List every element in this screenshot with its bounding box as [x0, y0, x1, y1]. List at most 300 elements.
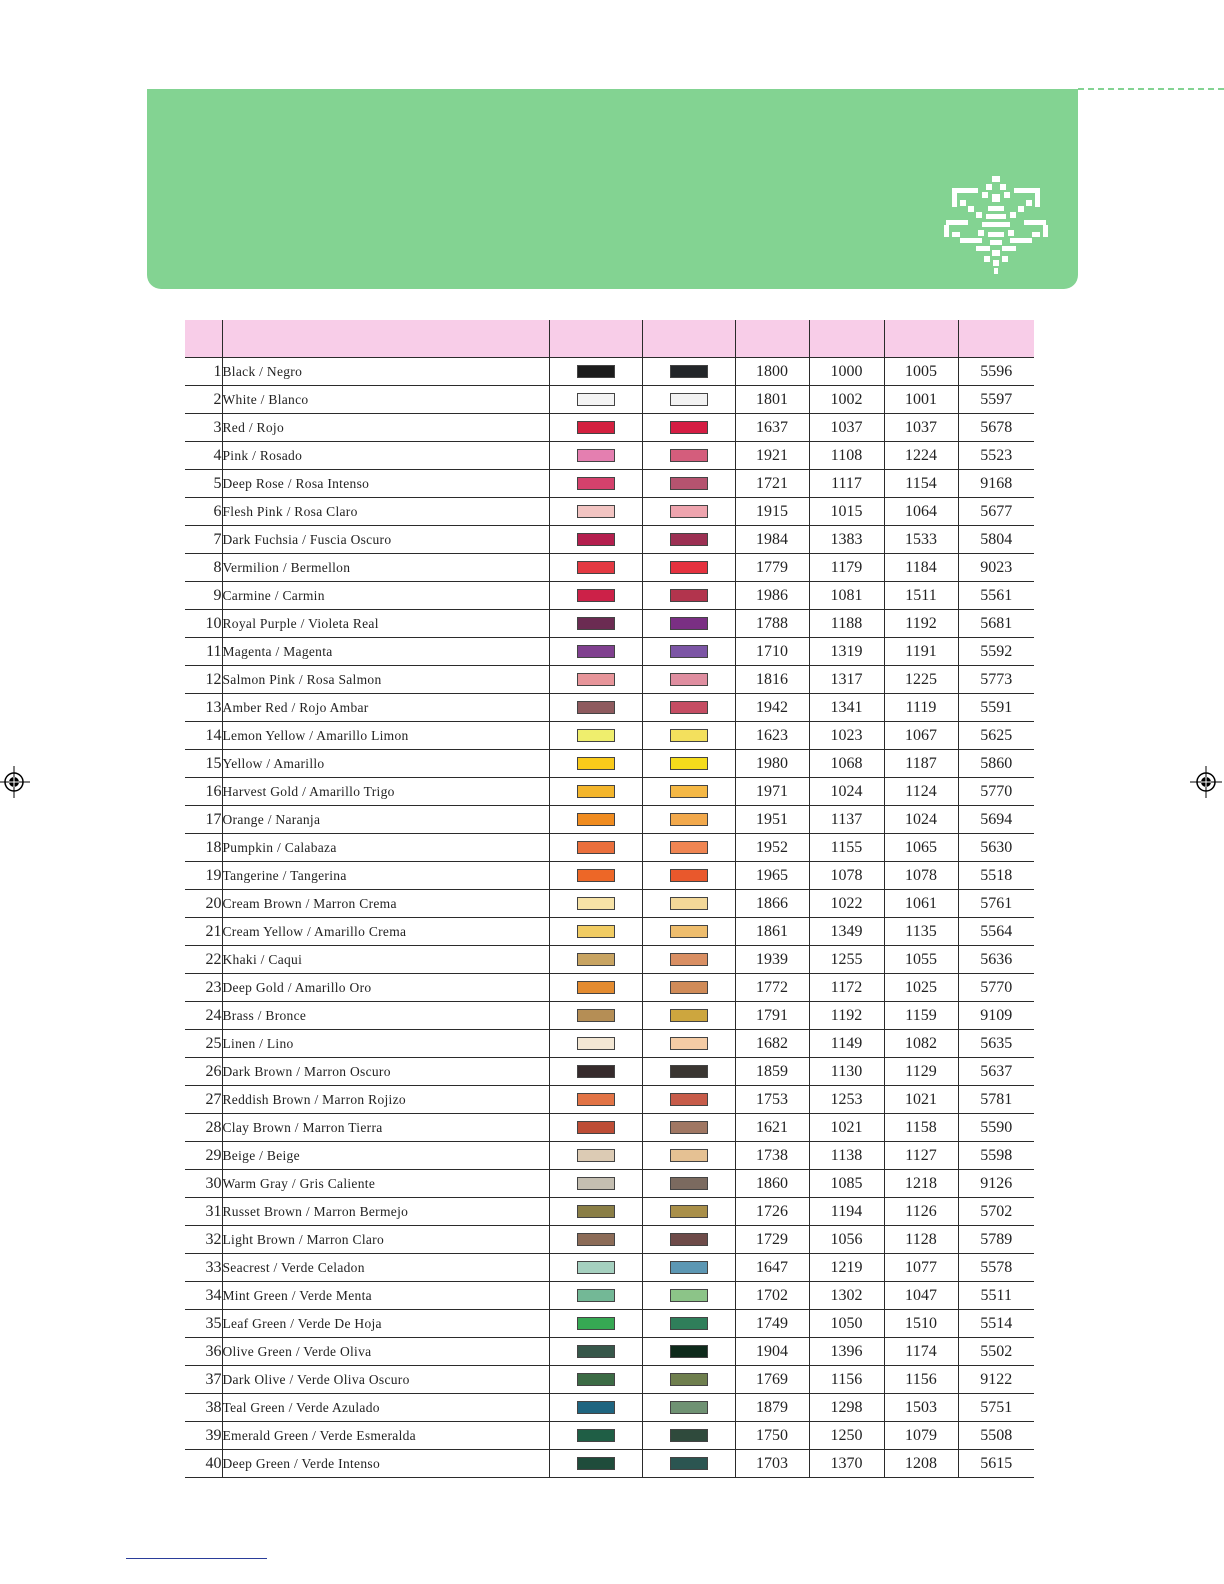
thread-code: 1078	[809, 862, 884, 890]
thread-code: 5564	[958, 918, 1034, 946]
color-swatch	[577, 1037, 615, 1050]
color-name: Leaf Green / Verde De Hoja	[222, 1310, 549, 1338]
color-swatch	[577, 953, 615, 966]
color-swatch	[577, 673, 615, 686]
swatch-cell	[642, 834, 735, 862]
swatch-cell	[549, 386, 642, 414]
color-swatch	[577, 1233, 615, 1246]
thread-code: 5678	[958, 414, 1034, 442]
thread-code: 1079	[884, 1422, 958, 1450]
thread-code: 5596	[958, 358, 1034, 386]
thread-code: 9122	[958, 1366, 1034, 1394]
color-name: Black / Negro	[222, 358, 549, 386]
row-number: 9	[185, 582, 222, 610]
table-row	[185, 722, 1034, 750]
thread-code: 5561	[958, 582, 1034, 610]
color-swatch	[577, 1345, 615, 1358]
swatch-cell	[549, 778, 642, 806]
swatch-cell	[549, 974, 642, 1002]
color-swatch	[670, 533, 708, 546]
color-name: Harvest Gold / Amarillo Trigo	[222, 778, 549, 806]
thread-code: 1729	[735, 1226, 809, 1254]
swatch-cell	[549, 1002, 642, 1030]
color-swatch	[577, 701, 615, 714]
color-name: Deep Gold / Amarillo Oro	[222, 974, 549, 1002]
thread-code: 1253	[809, 1086, 884, 1114]
dashed-guide-line	[1078, 88, 1224, 90]
thread-code: 1024	[884, 806, 958, 834]
column-header	[884, 320, 958, 358]
table-row	[185, 1142, 1034, 1170]
thread-code: 1000	[809, 358, 884, 386]
swatch-cell	[549, 442, 642, 470]
swatch-cell	[549, 918, 642, 946]
thread-code: 1250	[809, 1422, 884, 1450]
thread-code: 1130	[809, 1058, 884, 1086]
thread-code: 1772	[735, 974, 809, 1002]
color-name: Pumpkin / Calabaza	[222, 834, 549, 862]
thread-code: 1800	[735, 358, 809, 386]
thread-code: 1623	[735, 722, 809, 750]
row-number: 22	[185, 946, 222, 974]
swatch-cell	[642, 386, 735, 414]
table-row	[185, 638, 1034, 666]
thread-code: 1769	[735, 1366, 809, 1394]
thread-code: 1986	[735, 582, 809, 610]
color-swatch	[670, 1093, 708, 1106]
color-name: Olive Green / Verde Oliva	[222, 1338, 549, 1366]
thread-code: 5804	[958, 526, 1034, 554]
thread-code: 1064	[884, 498, 958, 526]
swatch-cell	[642, 1002, 735, 1030]
color-swatch	[670, 925, 708, 938]
thread-code: 1816	[735, 666, 809, 694]
table-row	[185, 1450, 1034, 1478]
table-row	[185, 498, 1034, 526]
thread-code: 1024	[809, 778, 884, 806]
thread-code: 1138	[809, 1142, 884, 1170]
color-swatch	[577, 729, 615, 742]
row-number: 39	[185, 1422, 222, 1450]
table-row	[185, 806, 1034, 834]
thread-code: 1184	[884, 554, 958, 582]
table-row	[185, 470, 1034, 498]
swatch-cell	[642, 1086, 735, 1114]
thread-code: 1341	[809, 694, 884, 722]
thread-code: 1128	[884, 1226, 958, 1254]
thread-code: 1750	[735, 1422, 809, 1450]
row-number: 7	[185, 526, 222, 554]
thread-code: 1396	[809, 1338, 884, 1366]
color-name: Dark Brown / Marron Oscuro	[222, 1058, 549, 1086]
color-name: Red / Rojo	[222, 414, 549, 442]
thread-code: 1779	[735, 554, 809, 582]
color-swatch	[577, 1205, 615, 1218]
thread-code: 1317	[809, 666, 884, 694]
swatch-cell	[549, 1058, 642, 1086]
color-name: Mint Green / Verde Menta	[222, 1282, 549, 1310]
swatch-cell	[642, 890, 735, 918]
color-name: Vermilion / Bermellon	[222, 554, 549, 582]
color-swatch	[577, 477, 615, 490]
row-number: 38	[185, 1394, 222, 1422]
color-swatch	[577, 869, 615, 882]
color-swatch	[670, 1373, 708, 1386]
thread-code: 5591	[958, 694, 1034, 722]
thread-code: 1753	[735, 1086, 809, 1114]
swatch-cell	[642, 1310, 735, 1338]
color-name: Salmon Pink / Rosa Salmon	[222, 666, 549, 694]
color-name: Emerald Green / Verde Esmeralda	[222, 1422, 549, 1450]
color-name: Royal Purple / Violeta Real	[222, 610, 549, 638]
thread-code: 1154	[884, 470, 958, 498]
swatch-cell	[549, 1142, 642, 1170]
table-row	[185, 610, 1034, 638]
swatch-cell	[549, 806, 642, 834]
swatch-cell	[549, 666, 642, 694]
swatch-cell	[642, 358, 735, 386]
color-name: Light Brown / Marron Claro	[222, 1226, 549, 1254]
table-header-row	[185, 320, 1034, 358]
swatch-cell	[642, 946, 735, 974]
table-row	[185, 1310, 1034, 1338]
color-name: Beige / Beige	[222, 1142, 549, 1170]
thread-code: 1921	[735, 442, 809, 470]
row-number: 28	[185, 1114, 222, 1142]
thread-code: 1511	[884, 582, 958, 610]
thread-code: 1383	[809, 526, 884, 554]
thread-code: 5761	[958, 890, 1034, 918]
swatch-cell	[642, 806, 735, 834]
thread-code: 1108	[809, 442, 884, 470]
swatch-cell	[549, 1086, 642, 1114]
color-swatch	[577, 897, 615, 910]
thread-code: 1859	[735, 1058, 809, 1086]
thread-code: 1721	[735, 470, 809, 498]
swatch-cell	[549, 1254, 642, 1282]
thread-code: 1904	[735, 1338, 809, 1366]
color-swatch	[577, 1121, 615, 1134]
thread-code: 1510	[884, 1310, 958, 1338]
thread-code: 5598	[958, 1142, 1034, 1170]
table-row	[185, 1198, 1034, 1226]
swatch-cell	[549, 1114, 642, 1142]
swatch-cell	[642, 1030, 735, 1058]
color-name: White / Blanco	[222, 386, 549, 414]
thread-code: 1021	[809, 1114, 884, 1142]
color-swatch	[670, 561, 708, 574]
column-header	[549, 320, 642, 358]
thread-code: 1791	[735, 1002, 809, 1030]
swatch-cell	[642, 1394, 735, 1422]
table-row	[185, 694, 1034, 722]
thread-code: 1319	[809, 638, 884, 666]
row-number: 16	[185, 778, 222, 806]
thread-code: 1192	[809, 1002, 884, 1030]
thread-code: 5860	[958, 750, 1034, 778]
column-header	[185, 320, 222, 358]
swatch-cell	[642, 862, 735, 890]
row-number: 10	[185, 610, 222, 638]
color-swatch	[670, 1261, 708, 1274]
row-number: 4	[185, 442, 222, 470]
thread-code: 1015	[809, 498, 884, 526]
registration-mark-icon	[0, 766, 30, 798]
color-swatch	[670, 505, 708, 518]
color-name: Pink / Rosado	[222, 442, 549, 470]
thread-code: 1172	[809, 974, 884, 1002]
table-row	[185, 1254, 1034, 1282]
thread-code: 1225	[884, 666, 958, 694]
table-row	[185, 442, 1034, 470]
thread-code: 1738	[735, 1142, 809, 1170]
row-number: 14	[185, 722, 222, 750]
thread-code: 5502	[958, 1338, 1034, 1366]
thread-code: 1984	[735, 526, 809, 554]
thread-code: 5615	[958, 1450, 1034, 1478]
swatch-cell	[549, 1282, 642, 1310]
color-swatch	[670, 1149, 708, 1162]
color-name: Dark Fuchsia / Fuscia Oscuro	[222, 526, 549, 554]
row-number: 33	[185, 1254, 222, 1282]
swatch-cell	[642, 442, 735, 470]
color-swatch	[577, 533, 615, 546]
color-swatch	[670, 617, 708, 630]
row-number: 37	[185, 1366, 222, 1394]
color-swatch	[670, 449, 708, 462]
color-swatch	[670, 1037, 708, 1050]
thread-code: 5636	[958, 946, 1034, 974]
swatch-cell	[549, 1310, 642, 1338]
thread-code: 1156	[884, 1366, 958, 1394]
swatch-cell	[642, 554, 735, 582]
row-number: 21	[185, 918, 222, 946]
color-swatch	[577, 981, 615, 994]
table-row	[185, 750, 1034, 778]
table-row	[185, 1394, 1034, 1422]
swatch-cell	[642, 1114, 735, 1142]
thread-code: 1860	[735, 1170, 809, 1198]
thread-code: 1951	[735, 806, 809, 834]
table-row	[185, 1366, 1034, 1394]
row-number: 20	[185, 890, 222, 918]
color-name: Clay Brown / Marron Tierra	[222, 1114, 549, 1142]
color-name: Dark Olive / Verde Oliva Oscuro	[222, 1366, 549, 1394]
thread-code: 5635	[958, 1030, 1034, 1058]
row-number: 8	[185, 554, 222, 582]
swatch-cell	[642, 498, 735, 526]
swatch-cell	[642, 1366, 735, 1394]
thread-code: 1939	[735, 946, 809, 974]
column-header	[222, 320, 549, 358]
table-row	[185, 778, 1034, 806]
swatch-cell	[642, 694, 735, 722]
thread-code: 5518	[958, 862, 1034, 890]
color-swatch	[577, 1177, 615, 1190]
color-name: Seacrest / Verde Celadon	[222, 1254, 549, 1282]
row-number: 27	[185, 1086, 222, 1114]
table-row	[185, 386, 1034, 414]
thread-code: 5694	[958, 806, 1034, 834]
color-swatch	[577, 925, 615, 938]
color-swatch	[670, 785, 708, 798]
color-swatch	[577, 365, 615, 378]
thread-code: 5770	[958, 778, 1034, 806]
row-number: 25	[185, 1030, 222, 1058]
thread-code: 1129	[884, 1058, 958, 1086]
row-number: 32	[185, 1226, 222, 1254]
thread-code: 5781	[958, 1086, 1034, 1114]
color-swatch	[577, 1457, 615, 1470]
thread-code: 1117	[809, 470, 884, 498]
thread-code: 5625	[958, 722, 1034, 750]
color-swatch	[577, 1149, 615, 1162]
thread-code: 1682	[735, 1030, 809, 1058]
row-number: 40	[185, 1450, 222, 1478]
thread-code: 1082	[884, 1030, 958, 1058]
color-swatch	[670, 1317, 708, 1330]
thread-code: 1023	[809, 722, 884, 750]
thread-code: 1788	[735, 610, 809, 638]
row-number: 23	[185, 974, 222, 1002]
color-swatch	[577, 1065, 615, 1078]
table-row	[185, 1086, 1034, 1114]
row-number: 12	[185, 666, 222, 694]
color-swatch	[577, 421, 615, 434]
color-swatch	[670, 365, 708, 378]
swatch-cell	[549, 1422, 642, 1450]
thread-code: 5789	[958, 1226, 1034, 1254]
row-number: 24	[185, 1002, 222, 1030]
swatch-cell	[549, 946, 642, 974]
thread-code: 1037	[884, 414, 958, 442]
footer-rule	[126, 1558, 267, 1559]
swatch-cell	[642, 750, 735, 778]
thread-code: 1001	[884, 386, 958, 414]
thread-code: 1879	[735, 1394, 809, 1422]
color-swatch	[670, 1345, 708, 1358]
color-name: Orange / Naranja	[222, 806, 549, 834]
thread-code: 1047	[884, 1282, 958, 1310]
table-row	[185, 414, 1034, 442]
color-name: Tangerine / Tangerina	[222, 862, 549, 890]
color-swatch	[670, 1009, 708, 1022]
swatch-cell	[642, 638, 735, 666]
thread-code: 1005	[884, 358, 958, 386]
color-swatch	[670, 897, 708, 910]
table-row	[185, 862, 1034, 890]
thread-code: 1298	[809, 1394, 884, 1422]
thread-code: 1061	[884, 890, 958, 918]
row-number: 31	[185, 1198, 222, 1226]
thread-code: 1174	[884, 1338, 958, 1366]
color-swatch	[670, 813, 708, 826]
swatch-cell	[642, 582, 735, 610]
thread-code: 1218	[884, 1170, 958, 1198]
row-number: 26	[185, 1058, 222, 1086]
table-row	[185, 834, 1034, 862]
color-name: Khaki / Caqui	[222, 946, 549, 974]
table-row	[185, 890, 1034, 918]
thread-code: 1037	[809, 414, 884, 442]
color-name: Brass / Bronce	[222, 1002, 549, 1030]
thread-code: 1980	[735, 750, 809, 778]
table-row	[185, 666, 1034, 694]
thread-code: 1971	[735, 778, 809, 806]
swatch-cell	[549, 694, 642, 722]
table-row	[185, 1338, 1034, 1366]
swatch-cell	[549, 1198, 642, 1226]
row-number: 13	[185, 694, 222, 722]
thread-code: 1187	[884, 750, 958, 778]
row-number: 35	[185, 1310, 222, 1338]
table-row	[185, 554, 1034, 582]
color-swatch	[670, 1233, 708, 1246]
registration-mark-icon	[1190, 766, 1222, 798]
thread-code: 1137	[809, 806, 884, 834]
thread-code: 1149	[809, 1030, 884, 1058]
thread-code: 1533	[884, 526, 958, 554]
swatch-cell	[549, 1226, 642, 1254]
swatch-cell	[642, 470, 735, 498]
thread-code: 9023	[958, 554, 1034, 582]
color-name: Russet Brown / Marron Bermejo	[222, 1198, 549, 1226]
row-number: 18	[185, 834, 222, 862]
thread-code: 1255	[809, 946, 884, 974]
row-number: 1	[185, 358, 222, 386]
color-swatch	[670, 393, 708, 406]
thread-code: 5637	[958, 1058, 1034, 1086]
swatch-cell	[549, 1394, 642, 1422]
color-name: Flesh Pink / Rosa Claro	[222, 498, 549, 526]
thread-code: 1179	[809, 554, 884, 582]
swatch-cell	[549, 834, 642, 862]
color-name: Teal Green / Verde Azulado	[222, 1394, 549, 1422]
color-swatch	[577, 617, 615, 630]
color-swatch	[577, 393, 615, 406]
row-number: 6	[185, 498, 222, 526]
color-swatch	[577, 757, 615, 770]
color-swatch	[577, 645, 615, 658]
thread-code: 1224	[884, 442, 958, 470]
thread-code: 5523	[958, 442, 1034, 470]
lotus-ornament-icon	[940, 172, 1052, 276]
color-swatch	[577, 1429, 615, 1442]
thread-code: 1749	[735, 1310, 809, 1338]
color-name: Carmine / Carmin	[222, 582, 549, 610]
thread-code: 5630	[958, 834, 1034, 862]
swatch-cell	[642, 1226, 735, 1254]
color-swatch	[577, 505, 615, 518]
swatch-cell	[642, 526, 735, 554]
swatch-cell	[642, 610, 735, 638]
swatch-cell	[549, 358, 642, 386]
swatch-cell	[549, 1366, 642, 1394]
swatch-cell	[642, 1058, 735, 1086]
color-name: Lemon Yellow / Amarillo Limon	[222, 722, 549, 750]
swatch-cell	[549, 470, 642, 498]
swatch-cell	[549, 638, 642, 666]
table-row	[185, 1282, 1034, 1310]
swatch-cell	[642, 974, 735, 1002]
thread-code: 1119	[884, 694, 958, 722]
thread-code: 1866	[735, 890, 809, 918]
column-header	[642, 320, 735, 358]
thread-code: 1370	[809, 1450, 884, 1478]
swatch-cell	[549, 1450, 642, 1478]
color-swatch	[577, 449, 615, 462]
color-name: Warm Gray / Gris Caliente	[222, 1170, 549, 1198]
